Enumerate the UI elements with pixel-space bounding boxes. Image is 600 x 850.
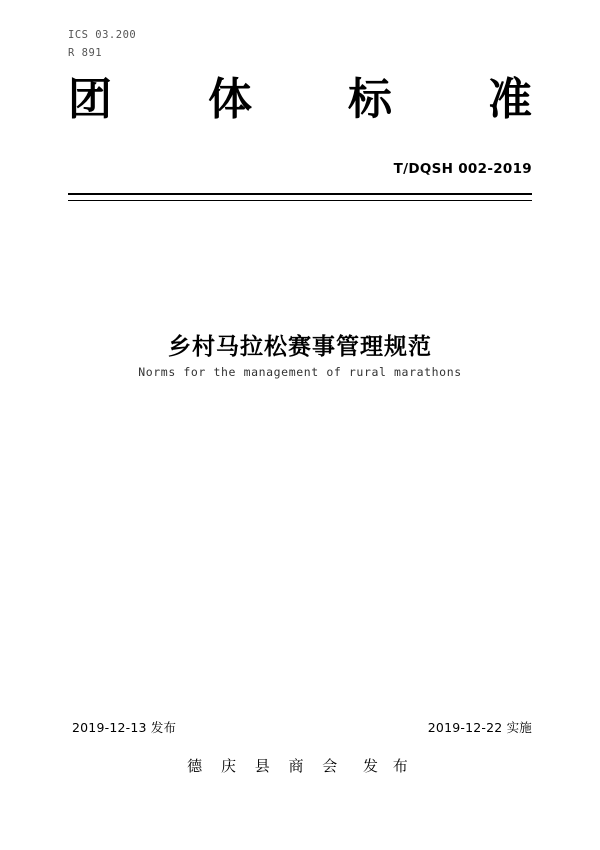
divider-thick [68,193,532,195]
document-title-chinese: 乡村马拉松赛事管理规范 [168,334,432,360]
banner-char-4: 准 [488,74,532,125]
banner-char-1: 团 [68,74,112,125]
header-codes [68,26,136,62]
standard-number: T/DQSH 002-2019 [393,161,532,177]
standard-type-banner [68,74,532,125]
publisher-verb: 发 布 [363,757,413,775]
ics-code: ICS 03.200 [68,29,137,41]
document-title-english: Norms for the management of rural marathons [138,365,462,379]
publisher-line [0,755,600,776]
effective-date: 2019-12-22 实施 [427,720,532,735]
publisher-organization: 德 庆 县 商 会 [187,757,345,775]
divider-thin [68,200,532,201]
banner-char-2: 体 [208,74,252,125]
banner-char-3: 标 [348,74,392,125]
issue-date: 2019-12-13 发布 [72,720,177,735]
classification-code: R 891 [68,47,103,59]
